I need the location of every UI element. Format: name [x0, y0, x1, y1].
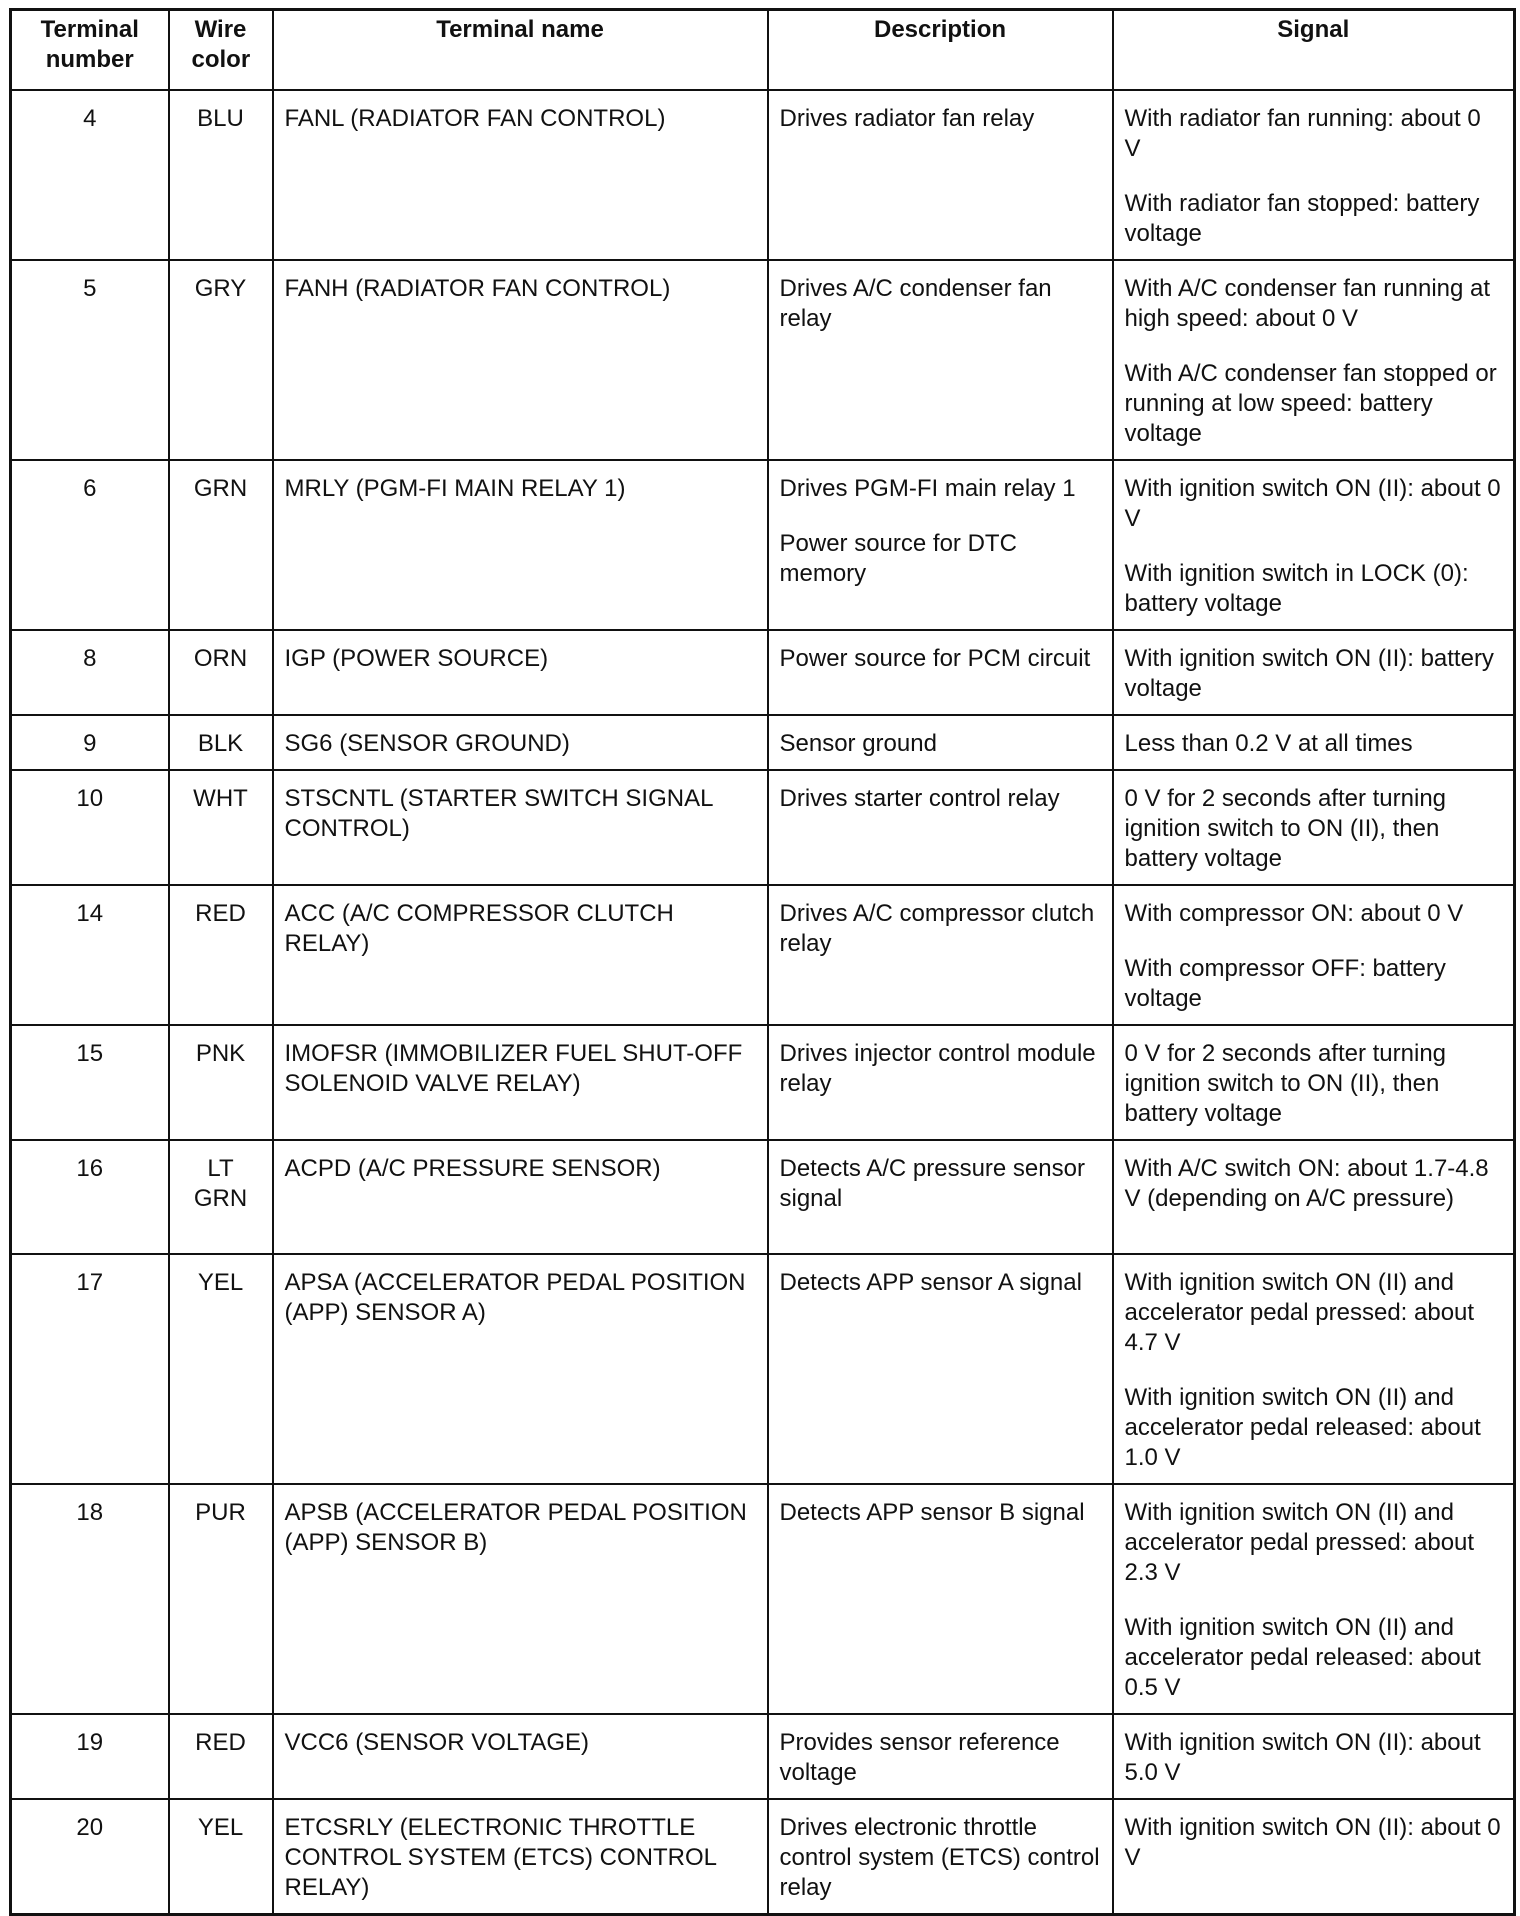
signal-cell: [1113, 770, 1515, 885]
description-cell: [768, 1484, 1113, 1714]
terminal-name-cell: SG6 (SENSOR GROUND): [273, 715, 768, 770]
signal-text: Less than 0.2 V at all times: [1124, 729, 1413, 757]
signal-cell: [1113, 1714, 1515, 1799]
signal-cell: [1113, 90, 1515, 260]
signal-text: With ignition switch ON (II) and accelerator pedal released: about 0.5 V: [1124, 1613, 1481, 1701]
signal-cell: [1113, 715, 1515, 770]
signal-cell: [1113, 460, 1515, 630]
table-body: [11, 90, 1515, 1915]
wire-color-cell: PUR: [169, 1484, 273, 1714]
terminal-name-cell: MRLY (PGM-FI MAIN RELAY 1): [273, 460, 768, 630]
description-text: Detects A/C pressure sensor signal: [779, 1154, 1085, 1212]
signal-text: With radiator fan stopped: battery voltage: [1124, 189, 1480, 247]
signal-cell: [1113, 1254, 1515, 1484]
header-row: [11, 10, 1515, 90]
terminal-number-cell: 8: [11, 630, 169, 715]
signal-text: With ignition switch ON (II) and accelerator pedal pressed: about 2.3 V: [1124, 1498, 1475, 1586]
terminal-number-cell: 20: [11, 1799, 169, 1915]
terminal-number-cell: 14: [11, 885, 169, 1025]
description-text: Power source for PCM circuit: [779, 644, 1091, 672]
signal-text: With ignition switch ON (II): about 5.0 V: [1124, 1728, 1481, 1786]
terminal-name-cell: ACC (A/C COMPRESSOR CLUTCH RELAY): [273, 885, 768, 1025]
table-row: [11, 885, 1515, 1025]
wire-color-cell: RED: [169, 1714, 273, 1799]
wire-color-cell: BLU: [169, 90, 273, 260]
signal-cell: [1113, 260, 1515, 460]
terminal-number-cell: 9: [11, 715, 169, 770]
description-cell: [768, 1140, 1113, 1254]
description-text: Drives PGM-FI main relay 1: [779, 474, 1076, 502]
terminal-number-cell: 5: [11, 260, 169, 460]
signal-text: With A/C switch ON: about 1.7-4.8 V (depending on A/C pressure): [1124, 1154, 1489, 1212]
description-text: Drives starter control relay: [779, 784, 1060, 812]
description-cell: [768, 1714, 1113, 1799]
terminal-name-cell: STSCNTL (STARTER SWITCH SIGNAL CONTROL): [273, 770, 768, 885]
signal-text: With compressor ON: about 0 V: [1124, 899, 1464, 927]
table-row: [11, 1025, 1515, 1140]
terminal-name-cell: FANL (RADIATOR FAN CONTROL): [273, 90, 768, 260]
wire-color-cell: GRN: [169, 460, 273, 630]
description-cell: [768, 1799, 1113, 1915]
terminal-number-cell: 19: [11, 1714, 169, 1799]
signal-text: With radiator fan running: about 0 V: [1124, 104, 1481, 162]
description-cell: [768, 770, 1113, 885]
header-description: Description: [768, 10, 1113, 90]
terminal-number-cell: 18: [11, 1484, 169, 1714]
terminal-number-cell: 15: [11, 1025, 169, 1140]
terminal-name-cell: IMOFSR (IMMOBILIZER FUEL SHUT-OFF SOLENOID VALVE RELAY): [273, 1025, 768, 1140]
description-text: Sensor ground: [779, 729, 937, 757]
wire-color-cell: RED: [169, 885, 273, 1025]
signal-text: With ignition switch in LOCK (0): battery voltage: [1124, 559, 1469, 617]
description-text: Drives injector control module relay: [779, 1039, 1096, 1097]
table-row: [11, 1799, 1515, 1915]
signal-cell: [1113, 885, 1515, 1025]
terminal-name-cell: APSA (ACCELERATOR PEDAL POSITION (APP) SENSOR A): [273, 1254, 768, 1484]
table-row: [11, 1714, 1515, 1799]
wire-color-cell: GRY: [169, 260, 273, 460]
wire-color-cell: LT GRN: [169, 1140, 273, 1254]
terminal-name-cell: IGP (POWER SOURCE): [273, 630, 768, 715]
signal-text: 0 V for 2 seconds after turning ignition switch to ON (II), then battery voltage: [1124, 1039, 1447, 1127]
terminal-number-cell: 4: [11, 90, 169, 260]
header-signal: Signal: [1113, 10, 1515, 90]
terminal-name-cell: VCC6 (SENSOR VOLTAGE): [273, 1714, 768, 1799]
signal-text: 0 V for 2 seconds after turning ignition switch to ON (II), then battery voltage: [1124, 784, 1447, 872]
signal-text: With ignition switch ON (II): battery voltage: [1124, 644, 1494, 702]
table-row: [11, 770, 1515, 885]
signal-text: With A/C condenser fan stopped or running at low speed: battery voltage: [1124, 359, 1497, 447]
table-row: [11, 630, 1515, 715]
table-row: [11, 1484, 1515, 1714]
wire-color-cell: PNK: [169, 1025, 273, 1140]
signal-cell: [1113, 630, 1515, 715]
signal-cell: [1113, 1025, 1515, 1140]
description-cell: [768, 90, 1113, 260]
terminal-name-cell: APSB (ACCELERATOR PEDAL POSITION (APP) SENSOR B): [273, 1484, 768, 1714]
signal-cell: [1113, 1484, 1515, 1714]
signal-text: With ignition switch ON (II): about 0 V: [1124, 1813, 1501, 1871]
wire-color-cell: BLK: [169, 715, 273, 770]
terminal-number-cell: 17: [11, 1254, 169, 1484]
header-wire-color: Wire color: [169, 10, 273, 90]
signal-text: With A/C condenser fan running at high speed: about 0 V: [1124, 274, 1491, 332]
table-row: [11, 715, 1515, 770]
description-text: Drives electronic throttle control system (ETCS) control relay: [779, 1813, 1100, 1901]
table-row: [11, 1140, 1515, 1254]
description-cell: [768, 460, 1113, 630]
terminal-number-cell: 16: [11, 1140, 169, 1254]
terminal-name-cell: FANH (RADIATOR FAN CONTROL): [273, 260, 768, 460]
terminal-name-cell: ACPD (A/C PRESSURE SENSOR): [273, 1140, 768, 1254]
signal-text: With ignition switch ON (II) and accelerator pedal pressed: about 4.7 V: [1124, 1268, 1475, 1356]
signal-cell: [1113, 1799, 1515, 1915]
header-terminal-name: Terminal name: [273, 10, 768, 90]
description-cell: [768, 260, 1113, 460]
table-row: [11, 1254, 1515, 1484]
wire-color-cell: YEL: [169, 1254, 273, 1484]
terminal-number-cell: 6: [11, 460, 169, 630]
signal-text: With ignition switch ON (II) and accelerator pedal released: about 1.0 V: [1124, 1383, 1481, 1471]
terminal-number-cell: 10: [11, 770, 169, 885]
wire-color-cell: ORN: [169, 630, 273, 715]
signal-text: With ignition switch ON (II): about 0 V: [1124, 474, 1501, 532]
description-cell: [768, 630, 1113, 715]
signal-text: With compressor OFF: battery voltage: [1124, 954, 1446, 1012]
table-row: [11, 460, 1515, 630]
description-text: Drives A/C compressor clutch relay: [779, 899, 1095, 957]
description-cell: [768, 885, 1113, 1025]
signal-cell: [1113, 1140, 1515, 1254]
table-header: [11, 10, 1515, 90]
description-text: Drives radiator fan relay: [779, 104, 1035, 132]
description-text: Drives A/C condenser fan relay: [779, 274, 1052, 332]
description-cell: [768, 1254, 1113, 1484]
wire-color-cell: WHT: [169, 770, 273, 885]
terminal-name-cell: ETCSRLY (ELECTRONIC THROTTLE CONTROL SYSTEM (ETCS) CONTROL RELAY): [273, 1799, 768, 1915]
description-text: Power source for DTC memory: [779, 529, 1017, 587]
description-text: Provides sensor reference voltage: [779, 1728, 1060, 1786]
terminal-table: [9, 8, 1516, 1916]
description-cell: [768, 1025, 1113, 1140]
description-text: Detects APP sensor A signal: [779, 1268, 1082, 1296]
table-row: [11, 260, 1515, 460]
description-text: Detects APP sensor B signal: [779, 1498, 1085, 1526]
description-cell: [768, 715, 1113, 770]
header-terminal-number: Terminal number: [11, 10, 169, 90]
table-row: [11, 90, 1515, 260]
wire-color-cell: YEL: [169, 1799, 273, 1915]
